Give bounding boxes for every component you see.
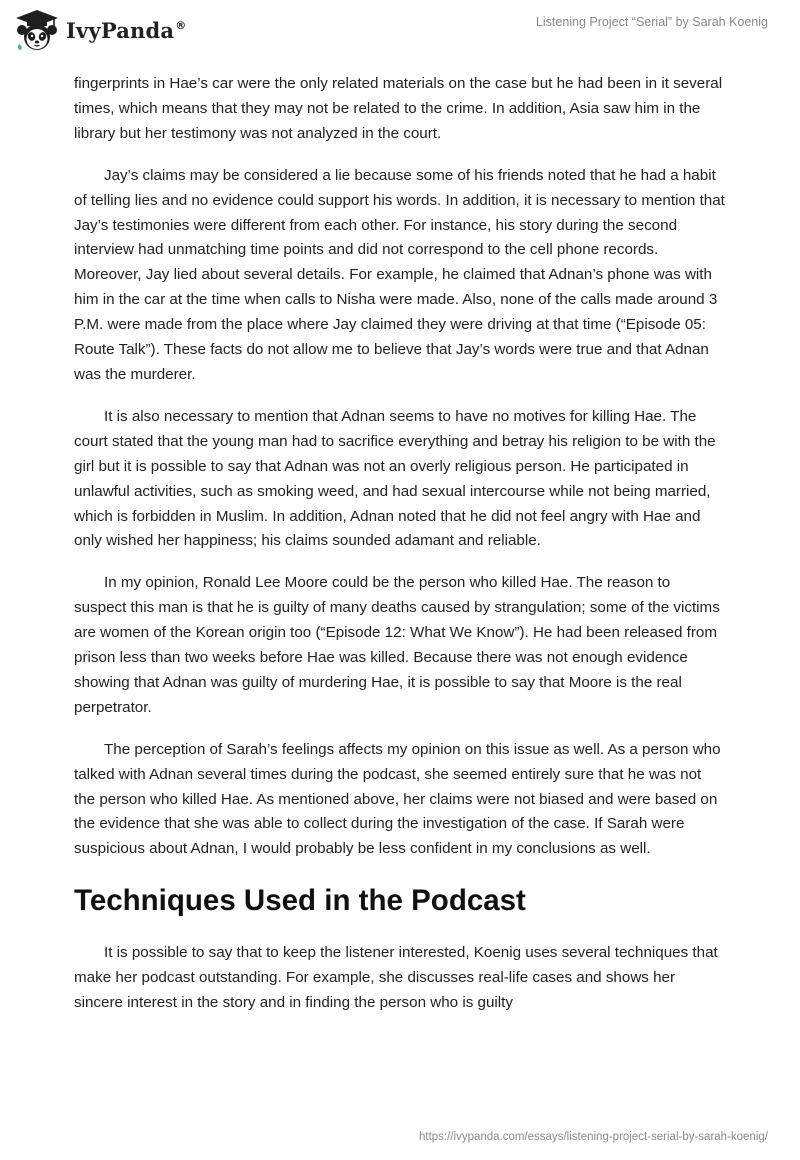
source-url[interactable]: https://ivypanda.com/essays/listening-project-serial-by-sarah-koenig/ [419, 1131, 768, 1143]
registered-mark: ® [175, 18, 187, 32]
brand-name: IvyPanda® [66, 17, 187, 43]
paragraph: The perception of Sarah’s feelings affects my opinion on this issue as well. As a person who talked with Adnan several times during the podcast, she seemed entirely sure that he was not the person who killed Hae. As mentioned above, her claims were not biased and were based on the evidence that she was able to collect during the investigation of the case. If Sarah were suspicious about Adnan, I would probably be less confident in my conclusions as well. [74, 740, 721, 858]
page-header [0, 0, 800, 66]
paragraph: Jay’s claims may be considered a lie because some of his friends noted that he had a habit of telling lies and no evidence could support his words. In addition, it is necessary to mention that Jay’s testimonies were different from each other. For instance, his story during the second interview had unmatching time points and did not correspond to the cell phone records. Moreover, Jay lied about several details. For example, he claimed that Adnan’s phone was with him in the car at the time when calls to Nisha were made. Also, none of the calls made around 3 P.M. were made from the place where Jay claimed they were driving at that time (“Episode 05: Route Talk”). These facts do not allow me to believe that Jay’s words were true and that Adnan was the murderer. [74, 166, 725, 383]
paragraph: fingerprints in Hae’s car were the only related materials on the case but he had been in it several times, which means that they may not be related to the crime. In addition, Asia saw him in the library but her testimony was not analyzed in the court. [74, 75, 723, 142]
paragraph: In my opinion, Ronald Lee Moore could be the person who killed Hae. The reason to suspect this man is that he is guilty of many deaths caused by strangulation; some of the victims are women of the Korean origin too (“Episode 12: What We Know”). He had been released from prison less than two weeks before Hae was killed. Because there was not enough evidence showing that Adnan was guilty of murdering Hae, it is possible to say that Moore is the real perpetrator. [74, 574, 720, 716]
panda-graduate-icon [14, 8, 60, 52]
document-title: Listening Project “Serial” by Sarah Koenig [535, 15, 768, 29]
brand-logo[interactable] [14, 8, 186, 52]
section-heading: Techniques Used in the Podcast [74, 884, 526, 918]
paragraph: It is possible to say that to keep the listener interested, Koenig uses several techniques that make her podcast outstanding. For example, she discusses real-life cases and shows her sincere interest in the story and in finding the person who is guilty [74, 944, 718, 1012]
essay-body [74, 72, 726, 1033]
paragraph: It is also necessary to mention that Adnan seems to have no motives for killing Hae. The court stated that the young man had to sacrifice everything and betray his religion to be with the girl but it is possible to say that Adnan was not an overly religious person. He participated in unlawful activities, such as smoking weed, and had sexual intercourse while not being married, which is forbidden in Muslim. In addition, Adnan noted that he did not feel angry with Hae and only wished her happiness; his claims sounded adamant and reliable. [74, 407, 716, 550]
